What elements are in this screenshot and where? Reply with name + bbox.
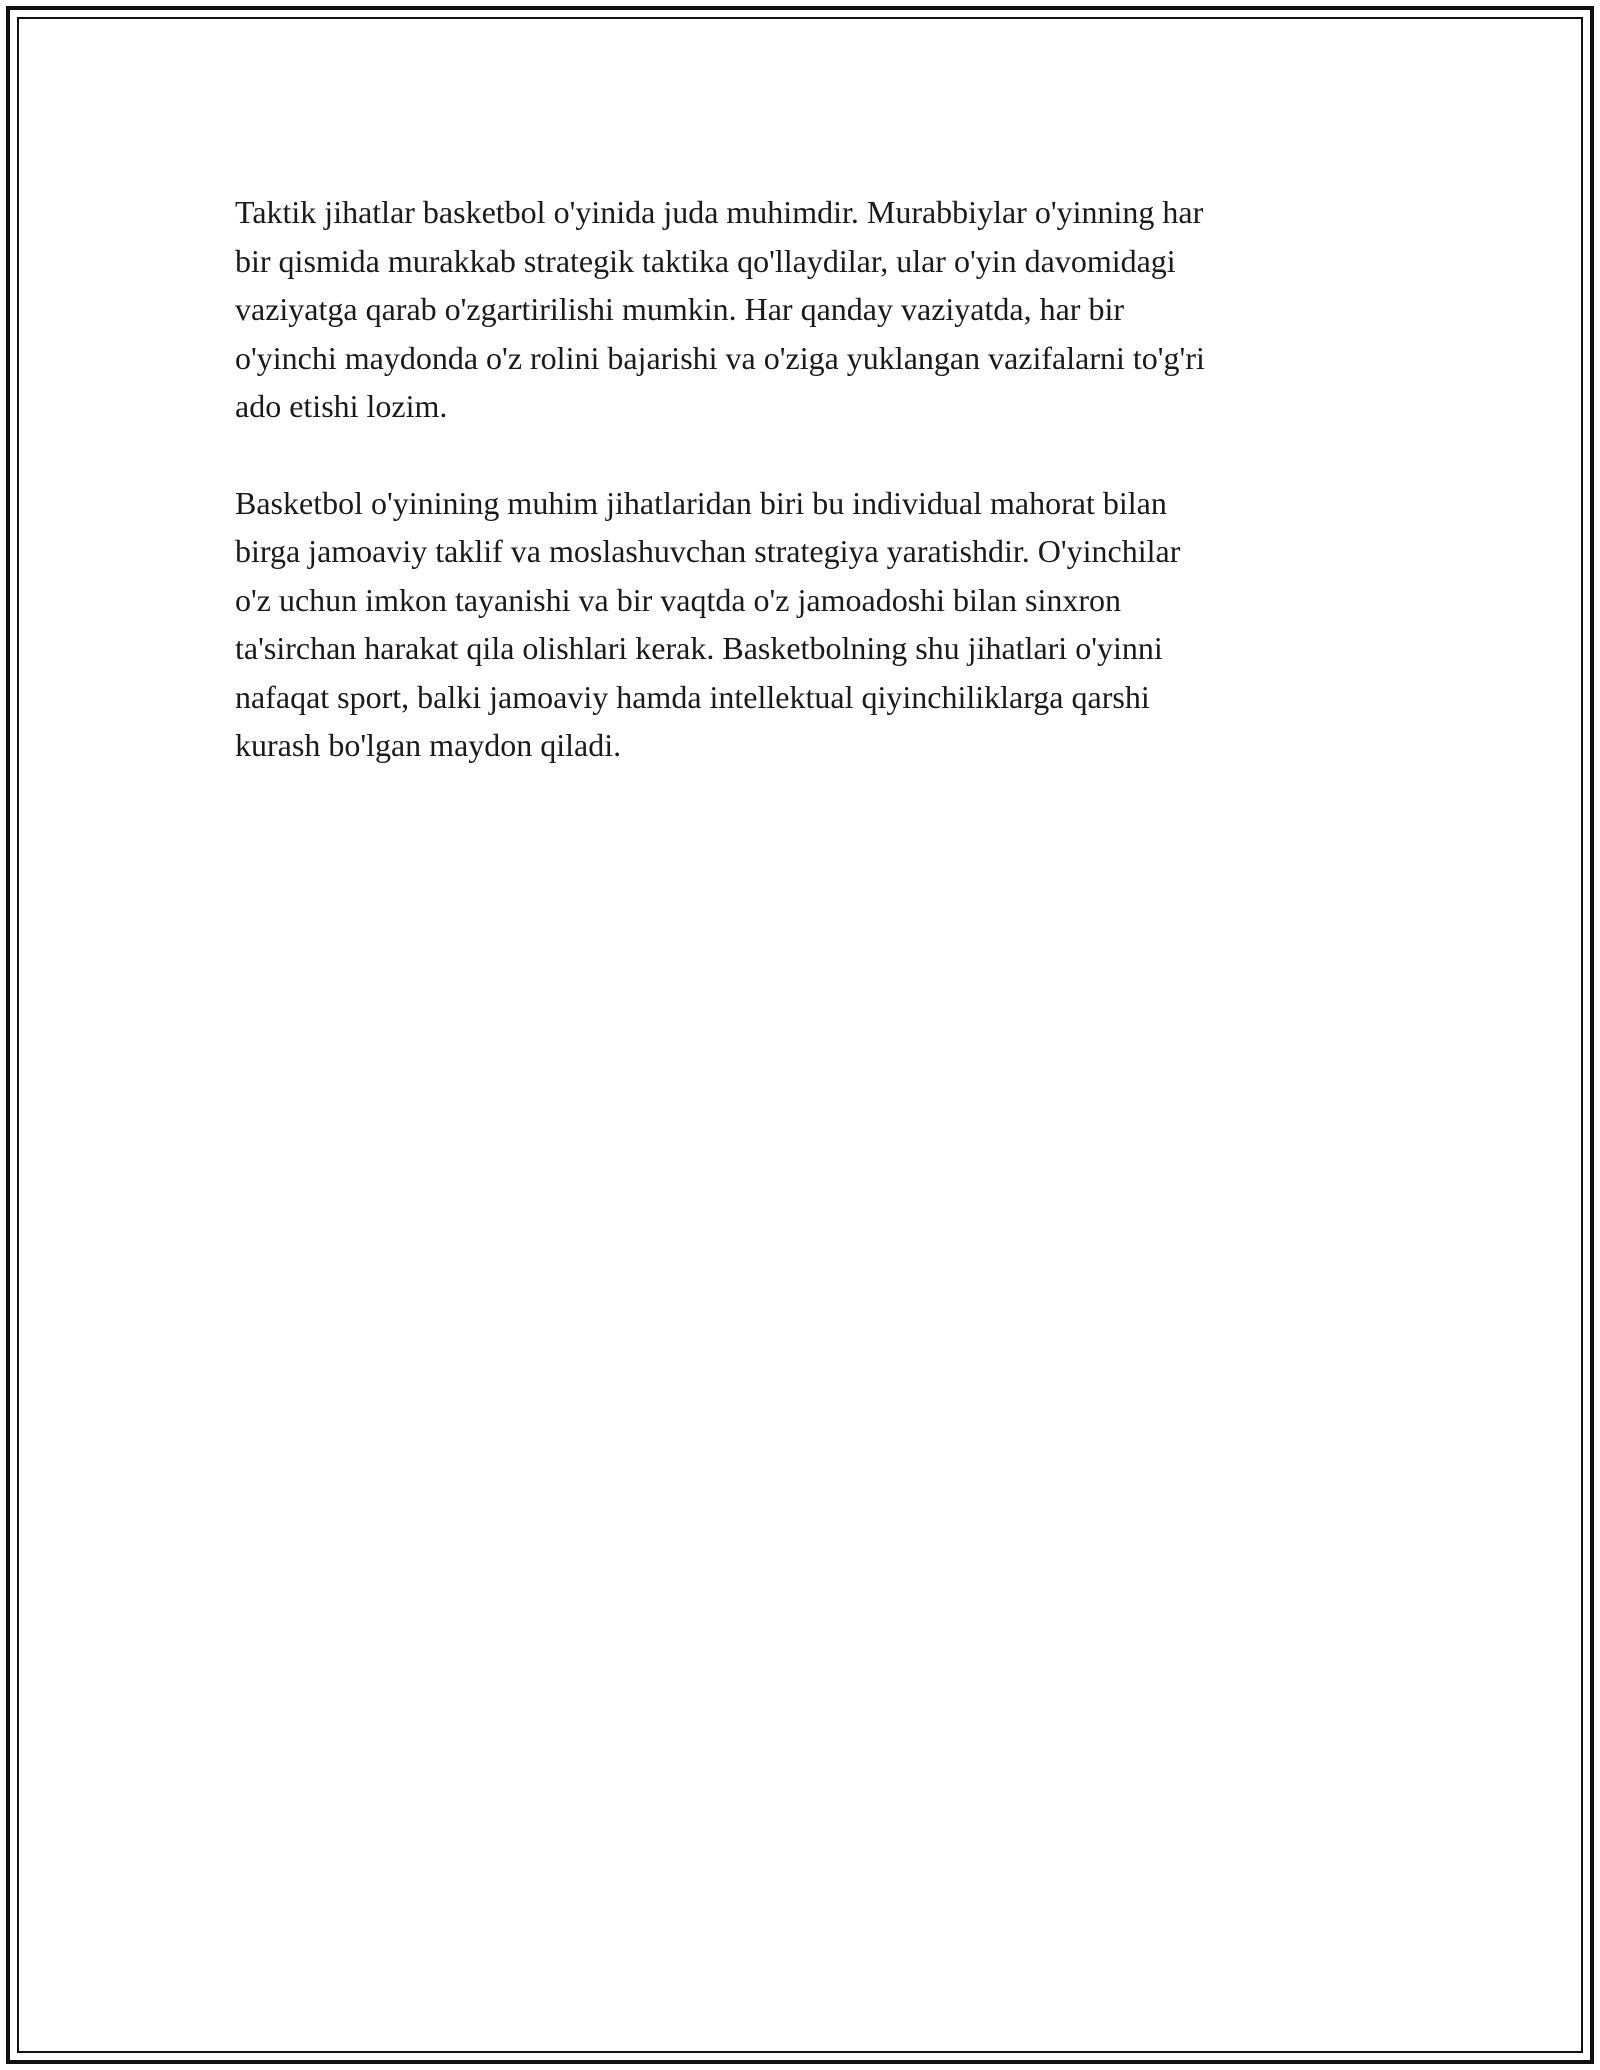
document-body — [235, 188, 1365, 818]
paragraph-teamwork: Basketbol o'yinining muhim jihatlaridan biri bu individual mahorat bilan birga jamoaviy taklif va moslashuvchan strategiya yaratishdir. O'yinchilar o'z uchun imkon tayanishi va bir vaqtda o'z jamoadoshi bilan sinxron ta'sirchan harakat qila olishlari kerak. Basketbolning shu jihatlari o'yinni nafaqat sport, balki jamoaviy hamda intellektual qiyinchiliklarga qarshi kurash bo'lgan maydon qiladi. — [235, 484, 1181, 763]
paragraph-tactics: Taktik jihatlar basketbol o'yinida juda muhimdir. Murabbiylar o'yinning har bir qismida murakkab strategik taktika qo'llaydilar, ular o'yin davomidagi vaziyatga qarab o'zgartirilishi mumkin. Har qanday vaziyatda, har bir o'yinchi maydonda o'z rolini bajarishi va o'ziga yuklangan vazifalarni to'g'ri ado etishi lozim. — [235, 194, 1205, 424]
